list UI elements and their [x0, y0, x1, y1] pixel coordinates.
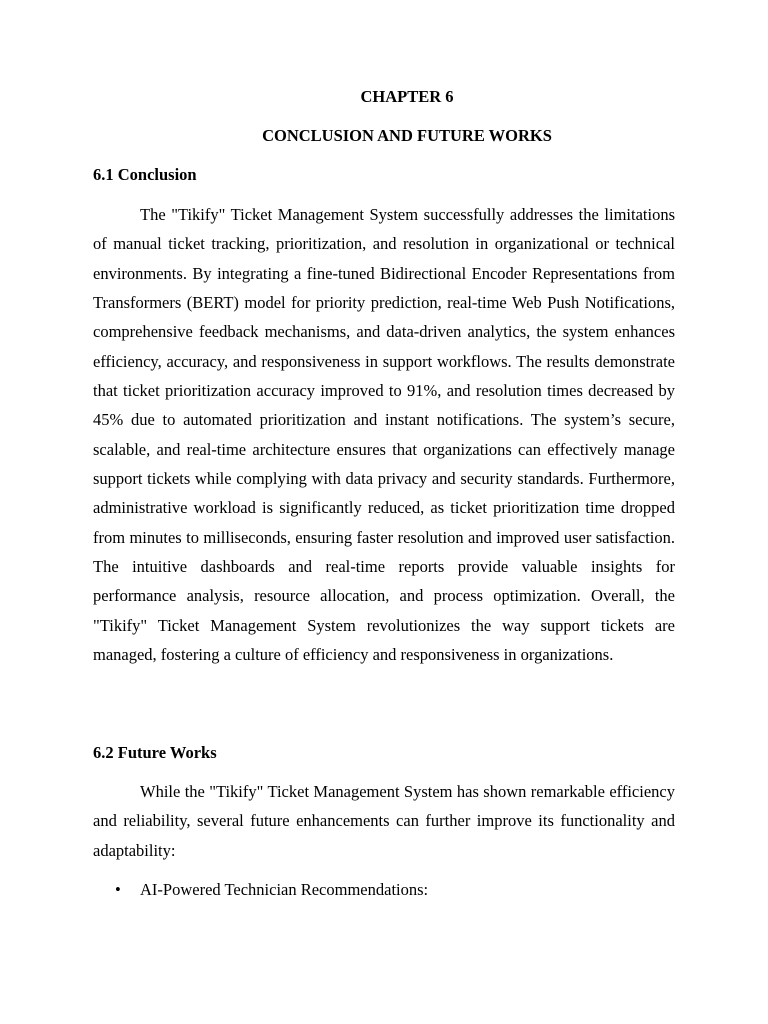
- bullet-icon: •: [115, 880, 121, 899]
- bullet-text: AI-Powered Technician Recommendations:: [140, 880, 429, 899]
- bullet-list-item: [93, 875, 675, 904]
- chapter-title: CONCLUSION AND FUTURE WORKS: [262, 126, 552, 145]
- future-works-paragraph: While the "Tikify" Ticket Management System has shown remarkable efficiency and reliability, several future enhancements can further improve its functionality and adaptability:: [93, 782, 675, 860]
- chapter-number: CHAPTER 6: [360, 87, 454, 106]
- section-heading-conclusion: 6.1 Conclusion: [93, 165, 197, 184]
- section-heading-future-works: 6.2 Future Works: [93, 743, 217, 762]
- conclusion-paragraph: The "Tikify" Ticket Management System successfully addresses the limitations of manual ticket tracking, prioritization, and resolution in organizational or technical environments. By integrating a fine-tuned Bidirectional Encoder Representations from Transformers (BERT) model for priority prediction, real-time Web Push Notifications, comprehensive feedback mechanisms, and data-driven analytics, the system enhances efficiency, accuracy, and responsiveness in support workflows. The results demonstrate that ticket prioritization accuracy improved to 91%, and resolution times decreased by 45% due to automated prioritization and instant notifications. The system’s secure, scalable, and real-time architecture ensures that organizations can effectively manage support tickets while complying with data privacy and security standards. Furthermore, administrative workload is significantly reduced, as ticket prioritization time dropped from minutes to milliseconds, ensuring faster resolution and improved user satisfaction. The intuitive dashboards and real-time reports provide valuable insights for performance analysis, resource allocation, and process optimization. Overall, the "Tikify" Ticket Management System revolutionizes the way support tickets are managed, fostering a culture of efficiency and responsiveness in organizations.: [93, 205, 675, 665]
